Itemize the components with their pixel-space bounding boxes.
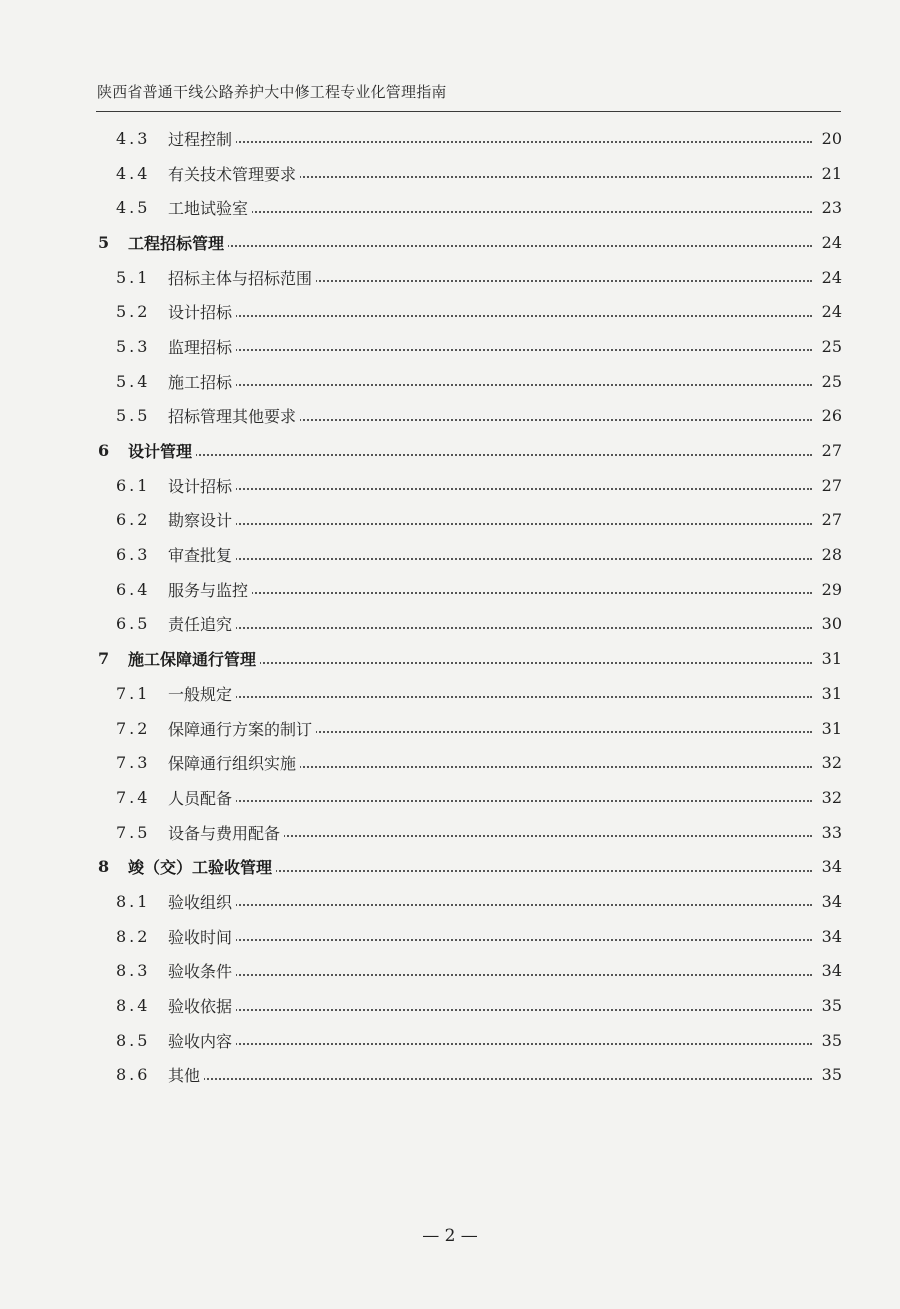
toc-section-entry bbox=[0, 988, 900, 1023]
toc-dot-leader bbox=[168, 523, 812, 525]
toc-entry-title: 工程招标管理 bbox=[128, 231, 228, 254]
toc-entry-title: 验收时间 bbox=[168, 925, 236, 948]
toc-section-entry bbox=[0, 329, 900, 364]
toc-chapter-entry bbox=[0, 433, 900, 468]
toc-dot-leader bbox=[168, 592, 812, 594]
toc-dot-leader bbox=[168, 627, 812, 629]
toc-section-entry bbox=[0, 1058, 900, 1093]
toc-section-entry bbox=[0, 780, 900, 815]
toc-section-entry bbox=[0, 572, 900, 607]
toc-entry-page: 24 bbox=[814, 268, 842, 287]
toc-entry-title: 施工招标 bbox=[168, 370, 236, 393]
toc-entry-page: 35 bbox=[814, 996, 842, 1015]
toc-entry-number: 6 bbox=[98, 441, 110, 461]
toc-entry-number: 8.4 bbox=[116, 996, 151, 1016]
toc-dot-leader bbox=[168, 939, 812, 941]
toc-dot-leader bbox=[128, 454, 812, 456]
toc-section-entry bbox=[0, 954, 900, 989]
toc-entry-page: 32 bbox=[814, 788, 842, 807]
toc-entry-number: 7.5 bbox=[116, 822, 151, 842]
toc-entry-title: 勘察设计 bbox=[168, 508, 236, 531]
toc-dot-leader bbox=[168, 558, 812, 560]
toc-entry-title: 竣（交）工验收管理 bbox=[128, 855, 276, 878]
toc-entry-number: 5 bbox=[98, 232, 110, 252]
toc-entry-title: 设计管理 bbox=[128, 439, 196, 462]
toc-dot-leader bbox=[168, 315, 812, 317]
toc-section-entry bbox=[0, 121, 900, 156]
toc-entry-title: 一般规定 bbox=[168, 682, 236, 705]
toc-entry-title: 设计招标 bbox=[168, 474, 236, 497]
toc-entry-title: 保障通行方案的制订 bbox=[168, 717, 316, 740]
toc-entry-page: 35 bbox=[814, 1065, 842, 1084]
toc-section-entry bbox=[0, 190, 900, 225]
toc-dot-leader bbox=[168, 1043, 812, 1045]
toc-entry-title: 审查批复 bbox=[168, 543, 236, 566]
toc-entry-page: 24 bbox=[814, 233, 842, 252]
toc-entry-title: 其他 bbox=[168, 1063, 204, 1086]
toc-section-entry bbox=[0, 1023, 900, 1058]
table-of-contents bbox=[0, 121, 900, 1092]
toc-entry-page: 32 bbox=[814, 753, 842, 772]
toc-entry-title: 工地试验室 bbox=[168, 196, 252, 219]
toc-dot-leader bbox=[168, 1009, 812, 1011]
toc-dot-leader bbox=[168, 800, 812, 802]
toc-entry-number: 8.6 bbox=[116, 1065, 151, 1085]
toc-entry-number: 4.4 bbox=[116, 163, 151, 183]
toc-section-entry bbox=[0, 399, 900, 434]
toc-section-entry bbox=[0, 260, 900, 295]
toc-dot-leader bbox=[168, 211, 812, 213]
toc-dot-leader bbox=[128, 245, 812, 247]
toc-entry-title: 监理招标 bbox=[168, 335, 236, 358]
toc-entry-number: 4.3 bbox=[116, 128, 151, 148]
toc-chapter-entry bbox=[0, 225, 900, 260]
toc-entry-number: 8.3 bbox=[116, 961, 151, 981]
toc-entry-page: 34 bbox=[814, 961, 842, 980]
toc-entry-title: 验收内容 bbox=[168, 1029, 236, 1052]
toc-entry-page: 31 bbox=[814, 649, 842, 668]
toc-entry-title: 过程控制 bbox=[168, 127, 236, 150]
toc-entry-title: 验收组织 bbox=[168, 890, 236, 913]
toc-dot-leader bbox=[168, 696, 812, 698]
toc-dot-leader bbox=[168, 904, 812, 906]
toc-entry-page: 26 bbox=[814, 406, 842, 425]
toc-section-entry bbox=[0, 745, 900, 780]
toc-entry-number: 7.2 bbox=[116, 718, 151, 738]
toc-entry-number: 4.5 bbox=[116, 198, 151, 218]
toc-entry-page: 29 bbox=[814, 580, 842, 599]
toc-section-entry bbox=[0, 919, 900, 954]
page-number: — 2 — bbox=[422, 1226, 478, 1246]
toc-entry-page: 25 bbox=[814, 337, 842, 356]
toc-entry-number: 5.1 bbox=[116, 267, 151, 287]
toc-dot-leader bbox=[168, 141, 812, 143]
toc-section-entry bbox=[0, 711, 900, 746]
toc-section-entry bbox=[0, 815, 900, 850]
toc-section-entry bbox=[0, 468, 900, 503]
toc-entry-page: 25 bbox=[814, 372, 842, 391]
toc-entry-number: 8.1 bbox=[116, 891, 151, 911]
toc-section-entry bbox=[0, 503, 900, 538]
toc-section-entry bbox=[0, 607, 900, 642]
toc-entry-number: 7.4 bbox=[116, 787, 151, 807]
toc-dot-leader bbox=[168, 974, 812, 976]
toc-entry-number: 7.1 bbox=[116, 683, 151, 703]
toc-dot-leader bbox=[168, 488, 812, 490]
toc-entry-number: 6.2 bbox=[116, 510, 151, 530]
toc-dot-leader bbox=[168, 349, 812, 351]
running-header: 陕西省普通干线公路养护大中修工程专业化管理指南 bbox=[97, 83, 447, 101]
toc-entry-title: 设计招标 bbox=[168, 300, 236, 323]
toc-entry-page: 34 bbox=[814, 892, 842, 911]
toc-dot-leader bbox=[168, 384, 812, 386]
toc-entry-number: 5.3 bbox=[116, 336, 151, 356]
toc-section-entry bbox=[0, 294, 900, 329]
toc-entry-number: 8 bbox=[98, 857, 110, 877]
toc-entry-number: 6.5 bbox=[116, 614, 151, 634]
toc-entry-title: 招标管理其他要求 bbox=[168, 404, 300, 427]
toc-entry-title: 保障通行组织实施 bbox=[168, 751, 300, 774]
toc-chapter-entry bbox=[0, 849, 900, 884]
toc-entry-number: 8.2 bbox=[116, 926, 151, 946]
toc-section-entry bbox=[0, 156, 900, 191]
toc-entry-number: 6.4 bbox=[116, 579, 151, 599]
toc-entry-number: 5.5 bbox=[116, 406, 151, 426]
toc-entry-page: 23 bbox=[814, 198, 842, 217]
toc-entry-page: 31 bbox=[814, 684, 842, 703]
toc-entry-title: 招标主体与招标范围 bbox=[168, 266, 316, 289]
toc-entry-page: 24 bbox=[814, 302, 842, 321]
toc-entry-title: 施工保障通行管理 bbox=[128, 647, 260, 670]
toc-entry-number: 7 bbox=[98, 649, 110, 669]
toc-entry-page: 21 bbox=[814, 164, 842, 183]
toc-entry-page: 20 bbox=[814, 129, 842, 148]
toc-section-entry bbox=[0, 537, 900, 572]
toc-entry-number: 8.5 bbox=[116, 1030, 151, 1050]
toc-entry-page: 28 bbox=[814, 545, 842, 564]
toc-entry-title: 验收依据 bbox=[168, 994, 236, 1017]
toc-entry-page: 27 bbox=[814, 441, 842, 460]
toc-entry-page: 30 bbox=[814, 614, 842, 633]
toc-entry-page: 33 bbox=[814, 823, 842, 842]
toc-entry-page: 34 bbox=[814, 927, 842, 946]
toc-section-entry bbox=[0, 676, 900, 711]
toc-entry-number: 5.2 bbox=[116, 302, 151, 322]
header-rule bbox=[96, 111, 841, 112]
toc-entry-number: 6.1 bbox=[116, 475, 151, 495]
toc-entry-page: 34 bbox=[814, 857, 842, 876]
toc-entry-number: 5.4 bbox=[116, 371, 151, 391]
toc-entry-number: 6.3 bbox=[116, 545, 151, 565]
toc-entry-title: 有关技术管理要求 bbox=[168, 162, 300, 185]
toc-entry-title: 设备与费用配备 bbox=[168, 821, 284, 844]
toc-entry-page: 27 bbox=[814, 476, 842, 495]
toc-chapter-entry bbox=[0, 641, 900, 676]
toc-entry-title: 责任追究 bbox=[168, 612, 236, 635]
toc-section-entry bbox=[0, 364, 900, 399]
toc-entry-title: 人员配备 bbox=[168, 786, 236, 809]
toc-entry-page: 27 bbox=[814, 510, 842, 529]
toc-section-entry bbox=[0, 884, 900, 919]
toc-entry-page: 31 bbox=[814, 719, 842, 738]
toc-entry-number: 7.3 bbox=[116, 753, 151, 773]
toc-dot-leader bbox=[168, 1078, 812, 1080]
toc-entry-title: 服务与监控 bbox=[168, 578, 252, 601]
toc-entry-page: 35 bbox=[814, 1031, 842, 1050]
toc-entry-title: 验收条件 bbox=[168, 959, 236, 982]
